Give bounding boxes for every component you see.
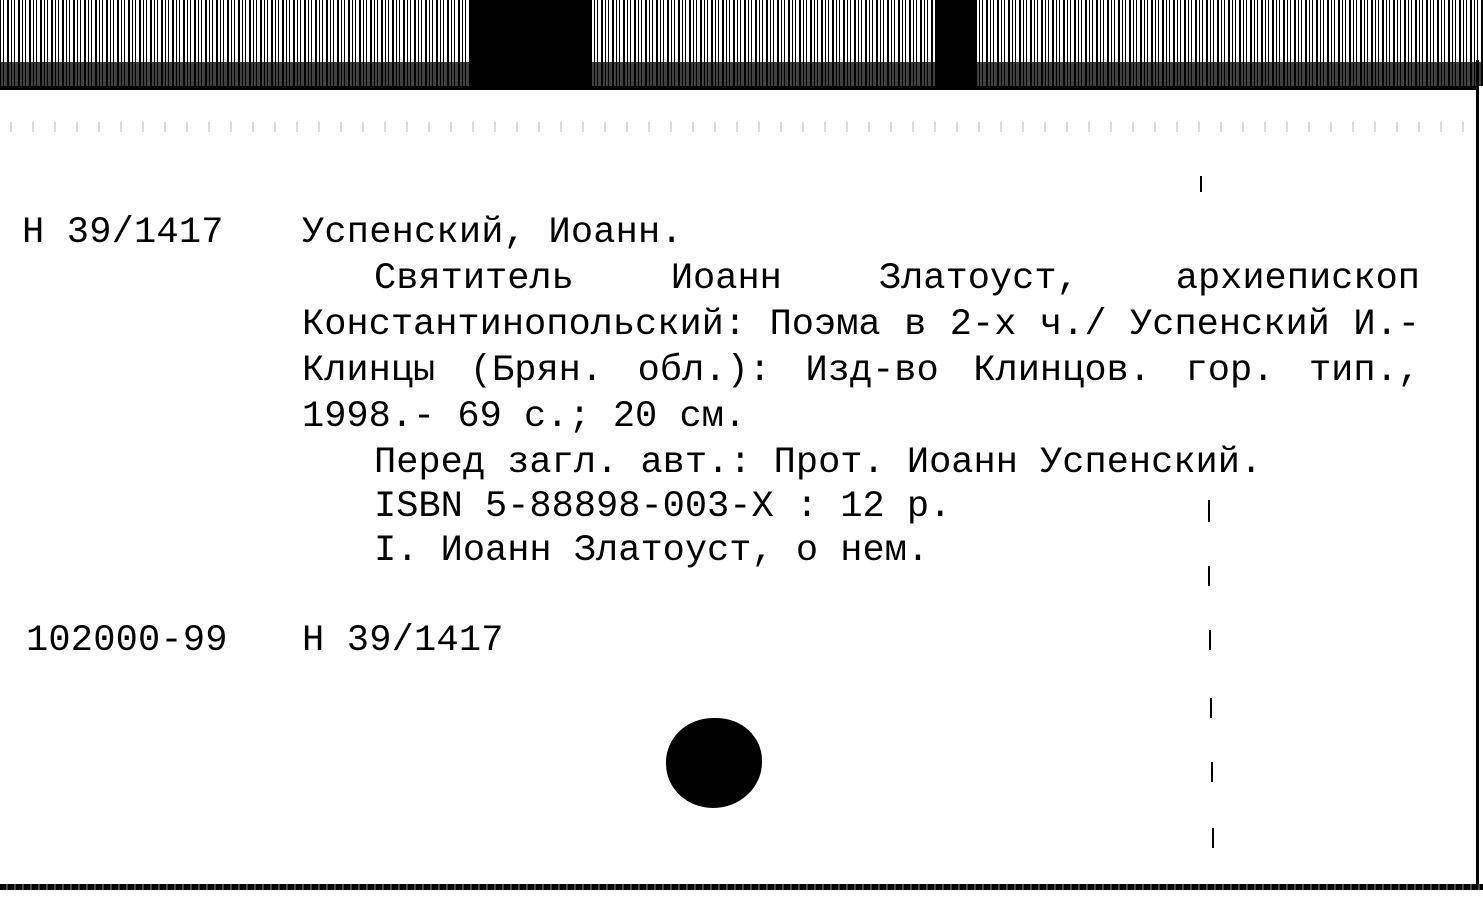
card-top-border bbox=[0, 86, 1478, 90]
card-bottom-border bbox=[0, 884, 1483, 890]
bibliographic-description: Святитель Иоанн Златоуст, архиепископ Константинопольский: Поэма в 2-х ч./ Успенский И.- Клинцы (Брян. обл.): Изд-во Клинцов. гор. тип., 1998.- 69 с.; 20 см. bbox=[302, 258, 1420, 438]
guide-tick bbox=[1200, 176, 1202, 192]
call-number: Н 39/1417 bbox=[22, 212, 224, 254]
guide-tick bbox=[1209, 630, 1211, 650]
shelf-mark: Н 39/1417 bbox=[302, 620, 504, 662]
punch-hole bbox=[666, 718, 762, 808]
title-note: Перед загл. авт.: Прот. Иоанн Успенский. bbox=[374, 442, 1263, 484]
guide-tick bbox=[1210, 698, 1212, 718]
guide-tick bbox=[1212, 828, 1214, 848]
guide-tick bbox=[1208, 566, 1210, 586]
author-heading: Успенский, Иоанн. bbox=[302, 212, 683, 254]
scan-noise bbox=[10, 122, 1470, 132]
accession-number: 102000-99 bbox=[26, 620, 228, 662]
isbn-price-line: ISBN 5-88898-003-X : 12 р. bbox=[374, 486, 952, 528]
scanned-top-edge bbox=[0, 0, 1483, 86]
guide-tick bbox=[1211, 762, 1213, 782]
card-right-border bbox=[1476, 60, 1479, 890]
guide-tick bbox=[1208, 500, 1210, 522]
subject-entry: I. Иоанн Златоуст, о нем. bbox=[374, 530, 930, 572]
